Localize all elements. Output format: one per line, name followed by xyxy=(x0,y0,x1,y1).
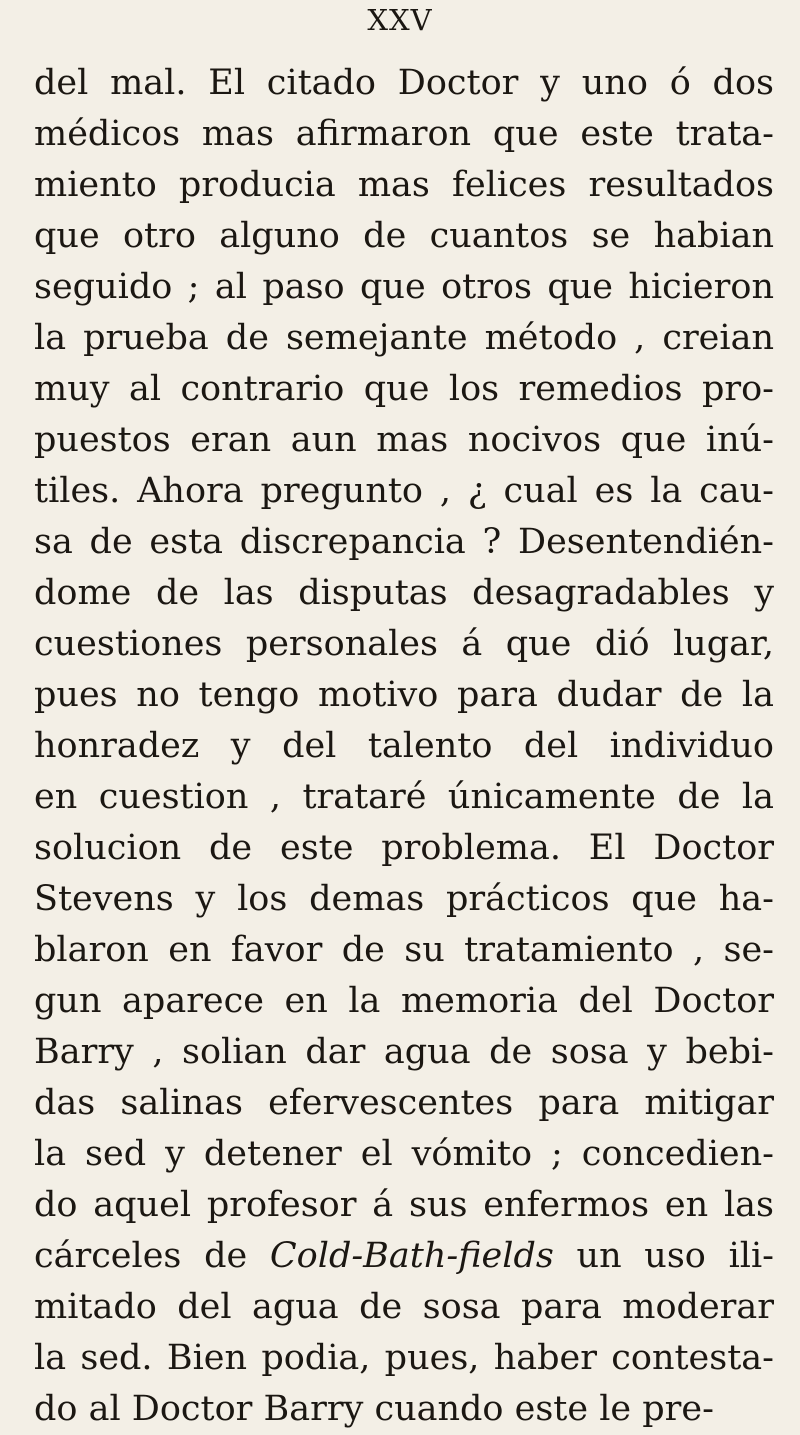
text-line-16: solucion de este problema. El Doctor xyxy=(34,828,774,868)
text-line-6: la prueba de semejante método , creian xyxy=(34,318,774,358)
page-number: XXV xyxy=(367,3,433,37)
text-line-5: seguido ; al paso que otros que hicieron xyxy=(34,267,774,307)
text-line-23: do aquel profesor á sus enfermos en las xyxy=(34,1185,774,1225)
text-line-24 xyxy=(34,1231,774,1282)
text-line-14: honradez y del talento del individuo xyxy=(34,726,774,766)
text-line-24-before: cárceles de xyxy=(34,1236,270,1276)
text-line-27: do al Doctor Barry cuando este le pre- xyxy=(34,1389,714,1429)
text-line-24-after: un uso ili- xyxy=(553,1236,774,1276)
text-line-22: la sed y detener el vómito ; concedien- xyxy=(34,1134,774,1174)
place-name-italic: Cold-Bath-fields xyxy=(269,1236,554,1276)
text-line-21: das salinas efervescentes para mitigar xyxy=(34,1083,774,1123)
body-text xyxy=(34,58,774,1435)
text-line-2: médicos mas afirmaron que este trata- xyxy=(34,114,774,154)
text-line-17: Stevens y los demas prácticos que ha- xyxy=(34,879,774,919)
text-line-20: Barry , solian dar agua de sosa y bebi- xyxy=(34,1032,774,1072)
text-line-1: del mal. El citado Doctor y uno ó dos xyxy=(34,63,774,103)
text-line-18: blaron en favor de su tratamiento , se- xyxy=(34,930,774,970)
text-line-25: mitado del agua de sosa para moderar xyxy=(34,1287,774,1327)
text-line-12: cuestiones personales á que dió lugar, xyxy=(34,624,774,664)
text-line-26: la sed. Bien podia, pues, haber contesta- xyxy=(34,1338,774,1378)
text-line-13: pues no tengo motivo para dudar de la xyxy=(34,675,774,715)
text-line-9: tiles. Ahora pregunto , ¿ cual es la cau- xyxy=(34,471,774,511)
text-line-3: miento producia mas felices resultados xyxy=(34,165,774,205)
text-line-10: sa de esta discrepancia ? Desentendién- xyxy=(34,522,774,562)
text-line-4: que otro alguno de cuantos se habian xyxy=(34,216,774,256)
text-line-19: gun aparece en la memoria del Doctor xyxy=(34,981,774,1021)
text-line-8: puestos eran aun mas nocivos que inú- xyxy=(34,420,774,460)
text-line-11: dome de las disputas desagradables y xyxy=(34,573,774,613)
text-line-7: muy al contrario que los remedios pro- xyxy=(34,369,774,409)
text-line-15: en cuestion , trataré únicamente de la xyxy=(34,777,774,817)
